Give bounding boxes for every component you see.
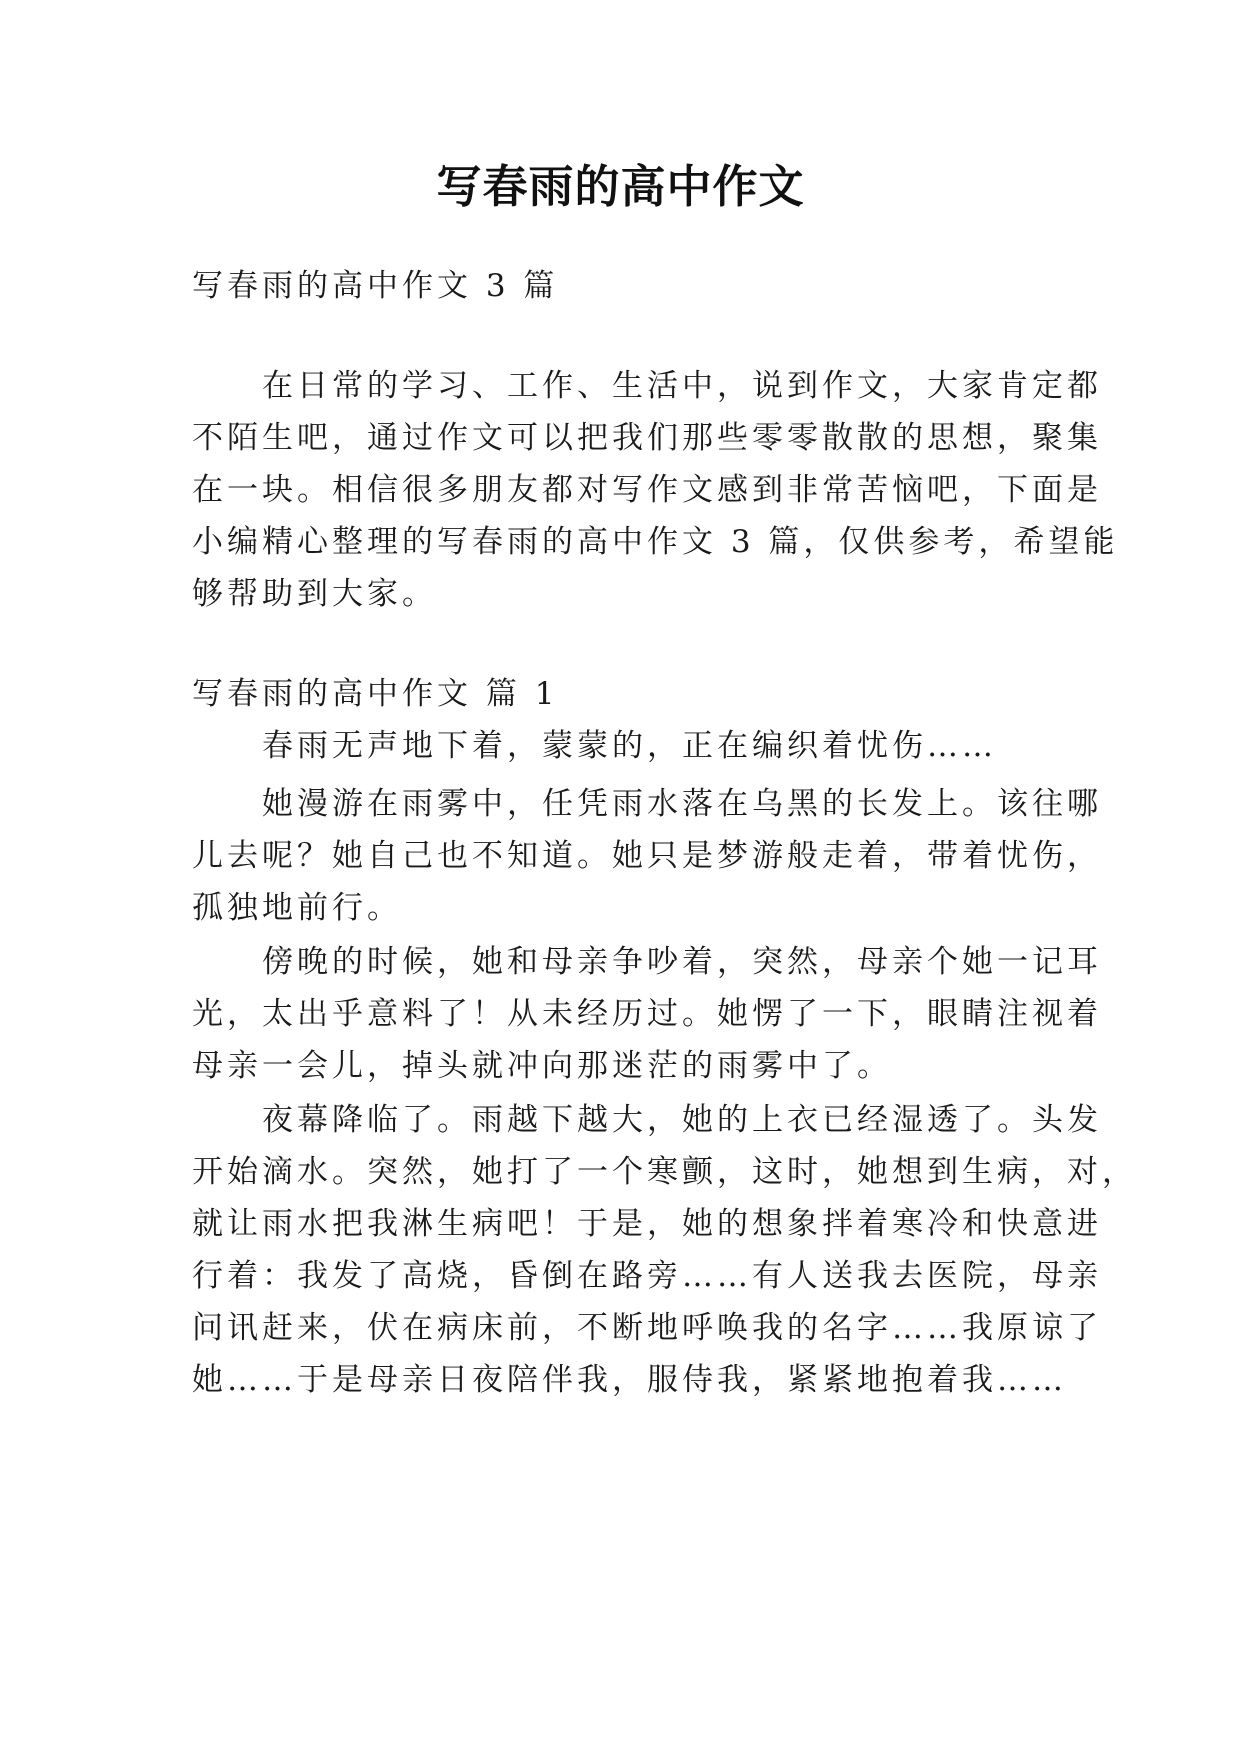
body-line: 傍晚的时候，她和母亲争吵着，突然，母亲个她一记耳 [192,944,1102,980]
intro-line: 够帮助到大家。 [192,576,437,612]
document-subtitle: 写春雨的高中作文 3 篇 [192,268,559,304]
intro-line: 在一块。相信很多朋友都对写作文感到非常苦恼吧，下面是 [192,472,1102,508]
body-line: 儿去呢？她自己也不知道。她只是梦游般走着，带着忧伤， [192,838,1102,874]
section-heading: 写春雨的高中作文 篇 1 [192,676,559,712]
body-line: 开始滴水。突然，她打了一个寒颤，这时，她想到生病，对， [192,1154,1137,1190]
intro-line: 在日常的学习、工作、生活中，说到作文，大家肯定都 [192,368,1102,404]
body-line: 问讯赶来，伏在病床前，不断地呼唤我的名字……我原谅了 [192,1310,1102,1346]
body-line: 夜幕降临了。雨越下越大，她的上衣已经湿透了。头发 [192,1102,1102,1138]
intro-line: 不陌生吧，通过作文可以把我们那些零零散散的思想，聚集 [192,420,1102,456]
body-line: 春雨无声地下着，蒙蒙的，正在编织着忧伤…… [192,728,997,764]
document-title: 写春雨的高中作文 [436,160,805,213]
body-line: 就让雨水把我淋生病吧！于是，她的想象拌着寒冷和快意进 [192,1206,1102,1242]
body-line: 她……于是母亲日夜陪伴我，服侍我，紧紧地抱着我…… [192,1362,1067,1398]
body-line: 她漫游在雨雾中，任凭雨水落在乌黑的长发上。该往哪 [192,786,1102,822]
body-line: 母亲一会儿，掉头就冲向那迷茫的雨雾中了。 [192,1048,892,1084]
body-line: 孤独地前行。 [192,890,402,926]
body-line: 光，太出乎意料了！从未经历过。她愣了一下，眼睛注视着 [192,996,1102,1032]
body-line: 行着：我发了高烧，昏倒在路旁……有人送我去医院，母亲 [192,1258,1102,1294]
intro-line: 小编精心整理的写春雨的高中作文 3 篇，仅供参考，希望能 [192,524,1119,560]
